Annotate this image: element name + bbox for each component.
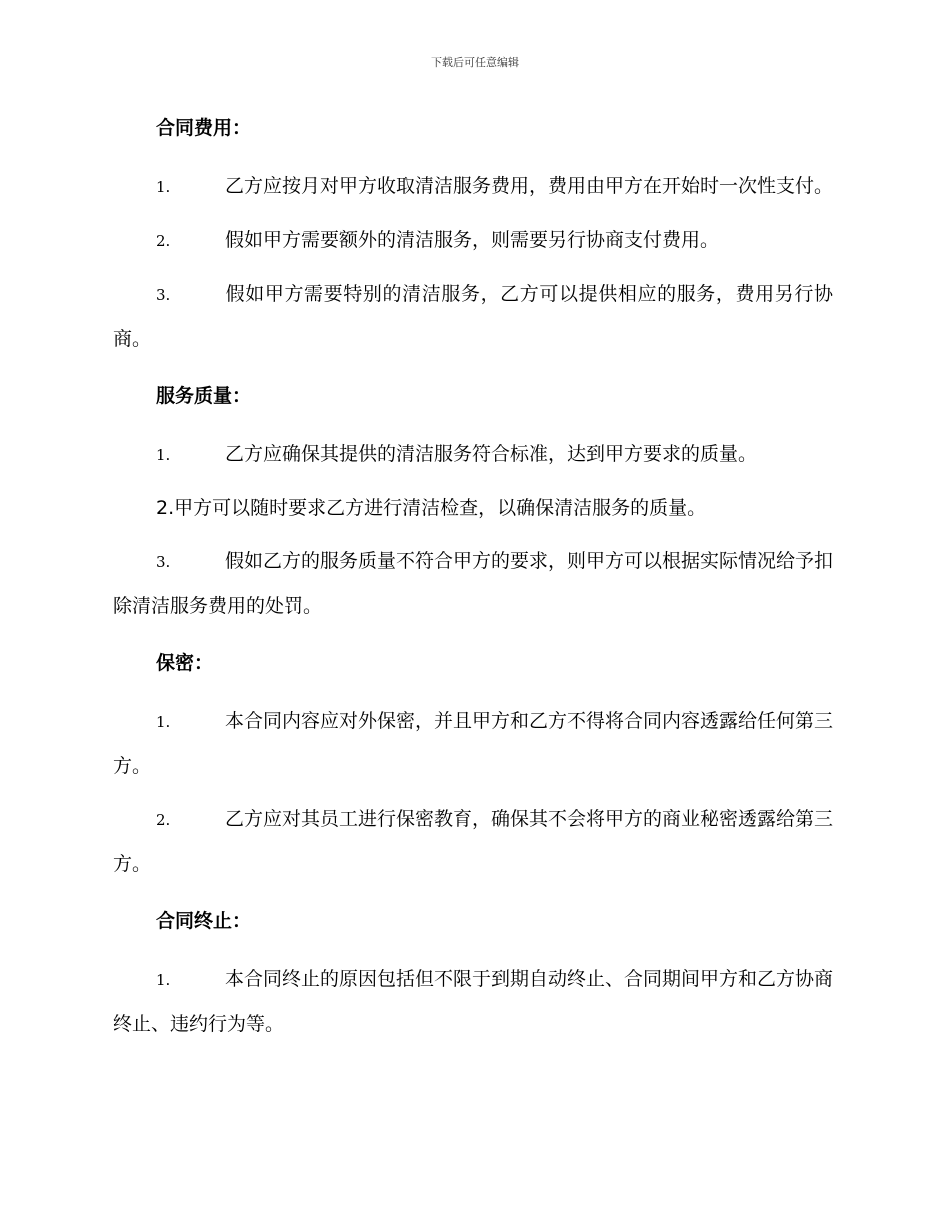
clause-text: 乙方应对其员工进行保密教育，确保其不会将甲方的商业秘密透露给第三方。 — [113, 808, 834, 875]
clause-text: 2.甲方可以随时要求乙方进行清洁检查，以确保清洁服务的质量。 — [156, 497, 707, 519]
clause-text: 假如甲方需要特别的清洁服务，乙方可以提供相应的服务，费用另行协商。 — [113, 283, 833, 350]
clause-text: 乙方应按月对甲方收取清洁服务费用，费用由甲方在开始时一次性支付。 — [225, 175, 834, 197]
clause-number: 3. — [156, 286, 171, 304]
clause-item — [113, 699, 833, 788]
clause-text: 假如甲方需要额外的清洁服务，则需要另行协商支付费用。 — [225, 229, 720, 251]
clause-item — [113, 164, 833, 209]
clause-item — [113, 432, 833, 477]
clause-text: 本合同内容应对外保密，并且甲方和乙方不得将合同内容透露给任何第三方。 — [113, 710, 834, 777]
clause-number: 1. — [156, 446, 171, 464]
clause-item — [113, 486, 833, 530]
clause-item — [113, 539, 833, 628]
header-note: 下载后可任意编辑 — [431, 56, 519, 69]
clause-text: 乙方应确保其提供的清洁服务符合标准，达到甲方要求的质量。 — [225, 443, 758, 465]
clause-item — [113, 218, 833, 263]
clause-item — [113, 797, 833, 886]
clause-text: 本合同终止的原因包括但不限于到期自动终止、合同期间甲方和乙方协商终止、违约行为等。 — [113, 968, 834, 1035]
section-heading-confidentiality: 保密： — [156, 652, 214, 674]
clause-item — [113, 957, 833, 1046]
clause-number: 3. — [156, 553, 171, 571]
clause-number: 2. — [156, 811, 171, 829]
document-body — [113, 110, 833, 1046]
clause-item — [113, 272, 833, 361]
clause-text: 假如乙方的服务质量不符合甲方的要求，则甲方可以根据实际情况给予扣除清洁服务费用的处罚。 — [113, 550, 834, 617]
section-heading-contract-fees: 合同费用： — [156, 117, 252, 139]
clause-number: 1. — [156, 971, 171, 989]
clause-number: 1. — [156, 178, 171, 196]
section-heading-contract-termination: 合同终止： — [156, 910, 252, 932]
section-heading-service-quality: 服务质量： — [156, 385, 252, 407]
clause-number: 1. — [156, 713, 171, 731]
clause-number: 2. — [156, 232, 171, 250]
